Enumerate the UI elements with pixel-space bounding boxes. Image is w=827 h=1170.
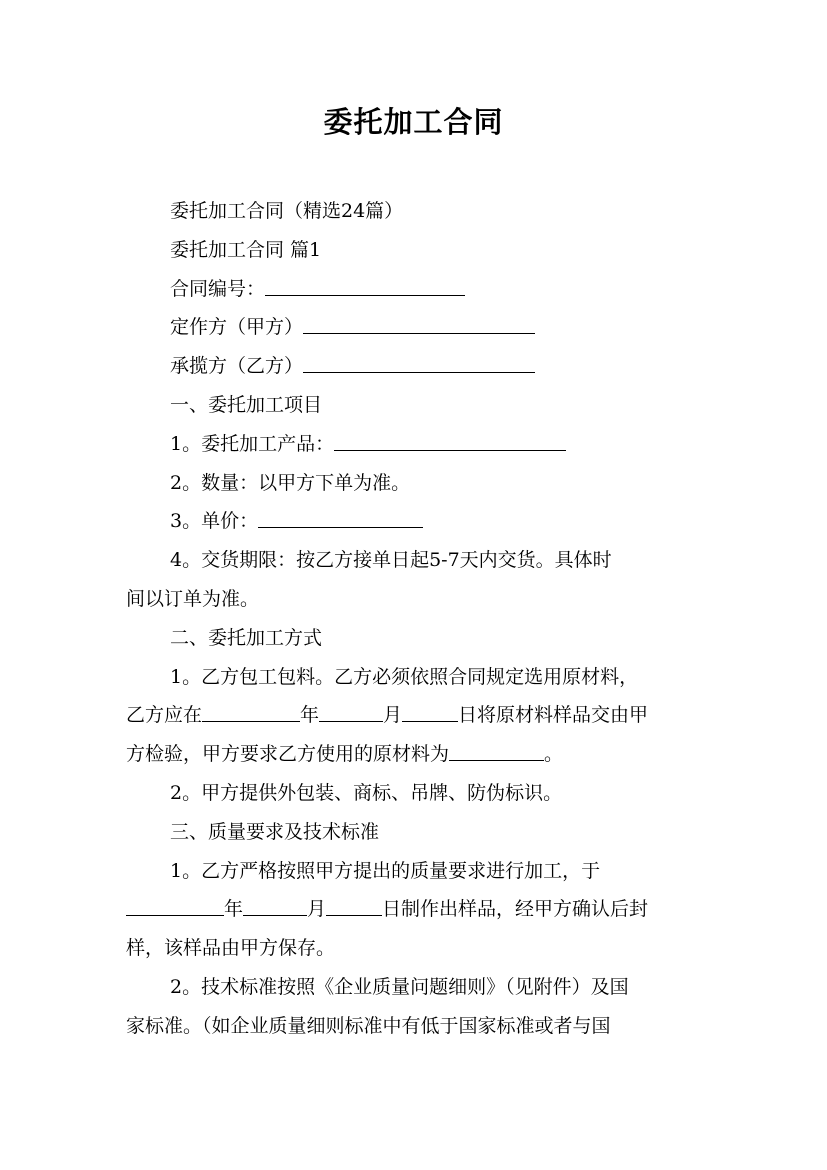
month-blank bbox=[319, 701, 383, 722]
part3-item1-line1: 1。乙方严格按照甲方提出的质量要求进行加工，于 bbox=[170, 859, 601, 882]
part1-item4-line2: 间以订单为准。 bbox=[126, 587, 260, 610]
contract-number-label: 合同编号： bbox=[170, 277, 266, 300]
part1-heading: 一、委托加工项目 bbox=[170, 393, 323, 416]
party-b-label: 承揽方（乙方） bbox=[170, 355, 304, 378]
party-b-line bbox=[126, 347, 716, 386]
part3-item2-line2: 家标准。（如企业质量细则标准中有低于国家标准或者与国 bbox=[126, 1014, 611, 1037]
part3-item1-line3: 样，该样品由甲方保存。 bbox=[126, 937, 336, 960]
party-a-label: 定作方（甲方） bbox=[170, 316, 304, 339]
part1-item1-line bbox=[126, 425, 716, 464]
section-heading: 委托加工合同 篇1 bbox=[170, 238, 322, 261]
part1-item1-label: 1。委托加工产品： bbox=[170, 432, 335, 455]
document-title: 委托加工合同 bbox=[323, 105, 504, 139]
party-a-line bbox=[126, 308, 716, 347]
sample-year-blank bbox=[126, 895, 224, 916]
month-label: 月 bbox=[383, 704, 403, 727]
year-blank bbox=[202, 701, 300, 722]
sample-year-label: 年 bbox=[224, 898, 244, 921]
part2-date-suffix: 日将原材料样品交由甲 bbox=[458, 704, 649, 727]
material-blank bbox=[449, 740, 544, 761]
part3-item1-line2 bbox=[126, 890, 716, 929]
part2-date-prefix: 乙方应在 bbox=[126, 704, 203, 727]
part1-item2: 2。数量：以甲方下单为准。 bbox=[170, 471, 411, 494]
product-blank bbox=[334, 430, 566, 451]
contract-number-blank bbox=[265, 275, 465, 296]
sample-month-label: 月 bbox=[307, 898, 327, 921]
part2-item1-line3 bbox=[126, 735, 716, 774]
part1-item3-label: 3。单价： bbox=[170, 510, 259, 533]
year-label: 年 bbox=[300, 704, 320, 727]
contract-number-line bbox=[126, 270, 716, 309]
party-a-blank bbox=[303, 313, 535, 334]
part3-heading: 三、质量要求及技术标准 bbox=[170, 820, 380, 843]
part3-item2-line1: 2。技术标准按照《企业质量问题细则》（见附件）及国 bbox=[170, 975, 629, 998]
part1-item4-line1: 4。交货期限：按乙方接单日起5-7天内交货。具体时 bbox=[170, 549, 612, 572]
part3-date-suffix: 日制作出样品，经甲方确认后封 bbox=[382, 898, 649, 921]
document-subtitle: 委托加工合同（精选24篇） bbox=[170, 200, 404, 222]
unit-price-blank bbox=[258, 507, 423, 528]
part1-item3-line bbox=[126, 502, 716, 541]
sample-month-blank bbox=[243, 895, 307, 916]
material-label: 方检验，甲方要求乙方使用的原材料为 bbox=[126, 743, 450, 766]
part2-item2: 2。甲方提供外包装、商标、吊牌、防伪标识。 bbox=[170, 781, 563, 804]
document-body bbox=[126, 192, 716, 1046]
sample-day-blank bbox=[326, 895, 382, 916]
part2-item1-line2 bbox=[126, 696, 716, 735]
day-blank bbox=[402, 701, 458, 722]
party-b-blank bbox=[303, 352, 535, 373]
part2-heading: 二、委托加工方式 bbox=[170, 626, 323, 649]
part2-item1-line1: 1。乙方包工包料。乙方必须依照合同规定选用原材料， bbox=[170, 665, 639, 688]
material-period: 。 bbox=[544, 743, 564, 766]
